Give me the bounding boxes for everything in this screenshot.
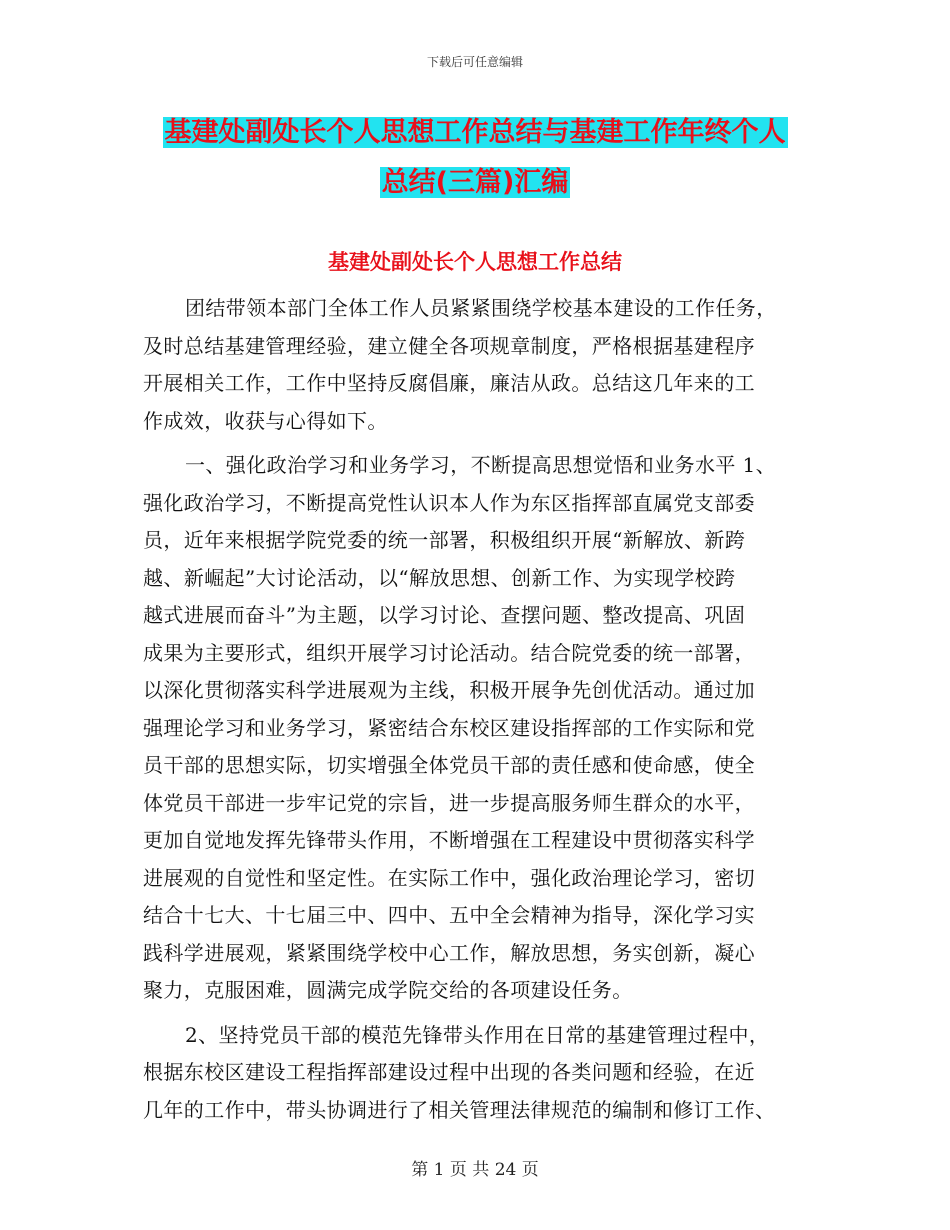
paragraph-line: 聚力，克服困难，圆满完成学院交给的各项建设任务。 — [143, 978, 633, 1002]
paragraph-line: 强理论学习和业务学习，紧密结合东校区建设指挥部的工作实际和党 — [143, 715, 755, 740]
paragraph-line: 一、强化政治学习和业务学习，不断提高思想觉悟和业务水平 1、 — [185, 453, 777, 477]
paragraph-line: 团结带领本部门全体工作人员紧紧围绕学校基本建设的工作任务， — [185, 296, 777, 320]
paragraph-line: 员，近年来根据学院党委的统一部署，积极组织开展“新解放、新跨 — [143, 528, 746, 552]
paragraph-line: 根据东校区建设工程指挥部建设过程中出现的各类问题和经验，在近 — [143, 1060, 755, 1084]
paragraph-line: 作成效，收获与心得如下。 — [143, 408, 388, 433]
title-line-2: 总结(三篇)汇编 — [381, 167, 569, 198]
paragraph-line: 结合十七大、十七届三中、四中、五中全会精神为指导，深化学习实 — [143, 903, 755, 927]
paragraph-line: 越、新崛起”大讨论活动，以“解放思想、创新工作、为实现学校跨 — [143, 565, 736, 590]
paragraph-line: 开展相关工作，工作中坚持反腐倡廉，廉洁从政。总结这几年来的工 — [143, 371, 755, 395]
paragraph-line: 体党员干部进一步牢记党的宗旨，进一步提高服务师生群众的水平， — [143, 790, 755, 815]
title-line-1: 基建处副处长个人思想工作总结与基建工作年终个人 — [164, 117, 786, 148]
paragraph-line: 及时总结基建管理经验，建立健全各项规章制度，严格根据基建程序 — [143, 333, 755, 358]
paragraph-line: 几年的工作中，带头协调进行了相关管理法律规范的编制和修订工作、 — [143, 1097, 776, 1122]
page-footer: 第 1 页 共 24 页 — [411, 1160, 539, 1180]
paragraph-line: 2、坚持党员干部的模范先锋带头作用在日常的基建管理过程中， — [185, 1022, 770, 1047]
paragraph-line: 成果为主要形式，组织开展学习讨论活动。结合院党委的统一部署， — [143, 640, 755, 665]
document-title — [0, 108, 950, 208]
paragraph-line: 员干部的思想实际，切实增强全体党员干部的责任感和使命感，使全 — [143, 753, 755, 777]
paragraph-line: 强化政治学习，不断提高党性认识本人作为东区指挥部直属党支部委 — [143, 490, 755, 515]
body-text — [143, 290, 813, 1129]
paragraph-line: 越式进展而奋斗”为主题，以学习讨论、查摆问题、整改提高、巩固 — [143, 603, 746, 627]
paragraph-line: 更加自觉地发挥先锋带头作用，不断增强在工程建设中贯彻落实科学 — [143, 828, 755, 852]
paragraph-line: 进展观的自觉性和坚定性。在实际工作中，强化政治理论学习，密切 — [143, 865, 755, 890]
section-title: 基建处副处长个人思想工作总结 — [328, 250, 622, 274]
paragraph-line: 践科学进展观，紧紧围绕学校中心工作，解放思想，务实创新，凝心 — [143, 940, 755, 965]
header-note: 下载后可任意编辑 — [426, 55, 523, 69]
paragraph-line: 以深化贯彻落实科学进展观为主线，积极开展争先创优活动。通过加 — [143, 678, 755, 702]
